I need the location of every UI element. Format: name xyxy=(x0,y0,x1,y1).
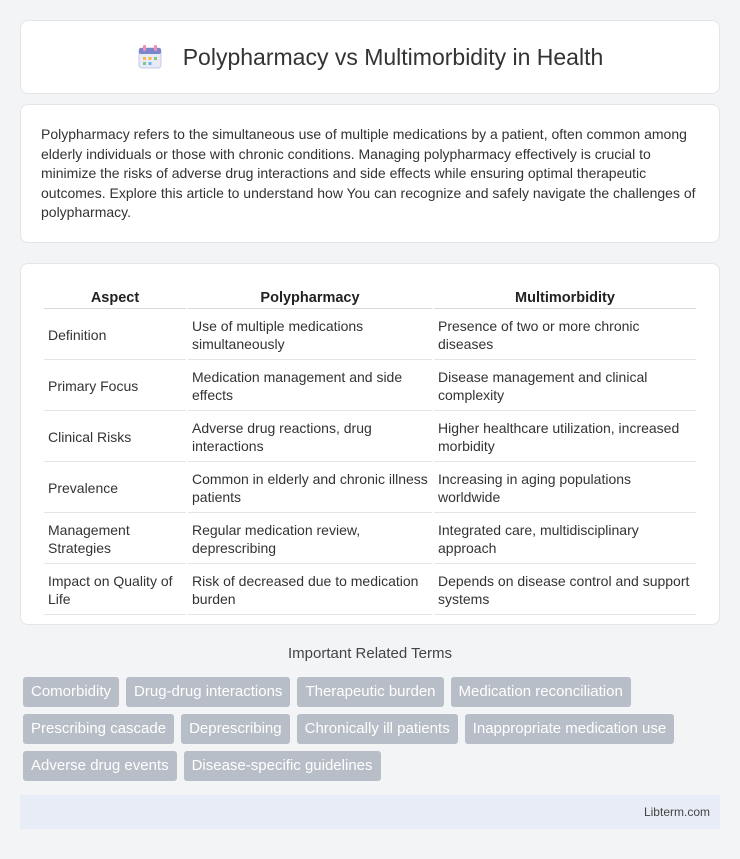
table-cell: Impact on Quality of Life xyxy=(44,566,186,615)
table-row xyxy=(44,464,696,513)
related-term-tag[interactable]: Deprescribing xyxy=(181,714,290,744)
table-cell: Medication management and side effects xyxy=(188,362,432,411)
related-term-tag[interactable]: Medication reconciliation xyxy=(451,677,631,707)
calendar-icon xyxy=(137,44,163,70)
related-term-tag[interactable]: Therapeutic burden xyxy=(297,677,443,707)
table-cell: Risk of decreased due to medication burden xyxy=(188,566,432,615)
table-cell: Depends on disease control and support systems xyxy=(434,566,696,615)
footer-site-link[interactable]: Libterm.com xyxy=(643,805,710,819)
table-row xyxy=(44,413,696,462)
table-cell: Regular medication review, deprescribing xyxy=(188,515,432,564)
title-card xyxy=(20,20,720,94)
comparison-card xyxy=(20,263,720,625)
header-aspect: Aspect xyxy=(44,288,186,309)
table-cell: Increasing in aging populations worldwide xyxy=(434,464,696,513)
related-term-tag[interactable]: Prescribing cascade xyxy=(23,714,174,744)
related-term-tag[interactable]: Disease-specific guidelines xyxy=(184,751,381,781)
related-terms-list xyxy=(23,677,723,781)
table-cell: Clinical Risks xyxy=(44,413,186,462)
table-cell: Integrated care, multidisciplinary approach xyxy=(434,515,696,564)
comparison-table xyxy=(42,286,698,617)
table-row xyxy=(44,515,696,564)
table-cell: Definition xyxy=(44,311,186,360)
intro-text: Polypharmacy refers to the simultaneous use of multiple medications by a patient, often common among elderly individuals or those with chronic conditions. Managing polypharmacy effectively is crucial to minimize the risks of adverse drug interactions and side effects while ensuring optimal therapeutic outcomes. Explore this article to understand how You can recognize and safely navigate the challenges of polypharmacy. xyxy=(41,126,696,220)
table-cell: Primary Focus xyxy=(44,362,186,411)
table-cell: Management Strategies xyxy=(44,515,186,564)
table-cell: Common in elderly and chronic illness patients xyxy=(188,464,432,513)
table-cell: Disease management and clinical complexity xyxy=(434,362,696,411)
related-term-tag[interactable]: Chronically ill patients xyxy=(297,714,458,744)
intro-card xyxy=(20,104,720,243)
header-polypharmacy: Polypharmacy xyxy=(188,288,432,309)
header-multimorbidity: Multimorbidity xyxy=(434,288,696,309)
related-term-tag[interactable]: Drug-drug interactions xyxy=(126,677,290,707)
table-cell: Presence of two or more chronic diseases xyxy=(434,311,696,360)
table-row xyxy=(44,566,696,615)
related-term-tag[interactable]: Adverse drug events xyxy=(23,751,177,781)
related-term-tag[interactable]: Inappropriate medication use xyxy=(465,714,674,744)
page-title: Polypharmacy vs Multimorbidity in Health xyxy=(182,43,604,70)
table-cell: Higher healthcare utilization, increased morbidity xyxy=(434,413,696,462)
table-cell: Adverse drug reactions, drug interactions xyxy=(188,413,432,462)
related-term-tag[interactable]: Comorbidity xyxy=(23,677,119,707)
table-row xyxy=(44,311,696,360)
table-row xyxy=(44,362,696,411)
table-header-row xyxy=(44,288,696,309)
footer xyxy=(20,795,720,829)
related-terms-heading: Important Related Terms xyxy=(288,645,452,662)
table-cell: Use of multiple medications simultaneously xyxy=(188,311,432,360)
table-cell: Prevalence xyxy=(44,464,186,513)
